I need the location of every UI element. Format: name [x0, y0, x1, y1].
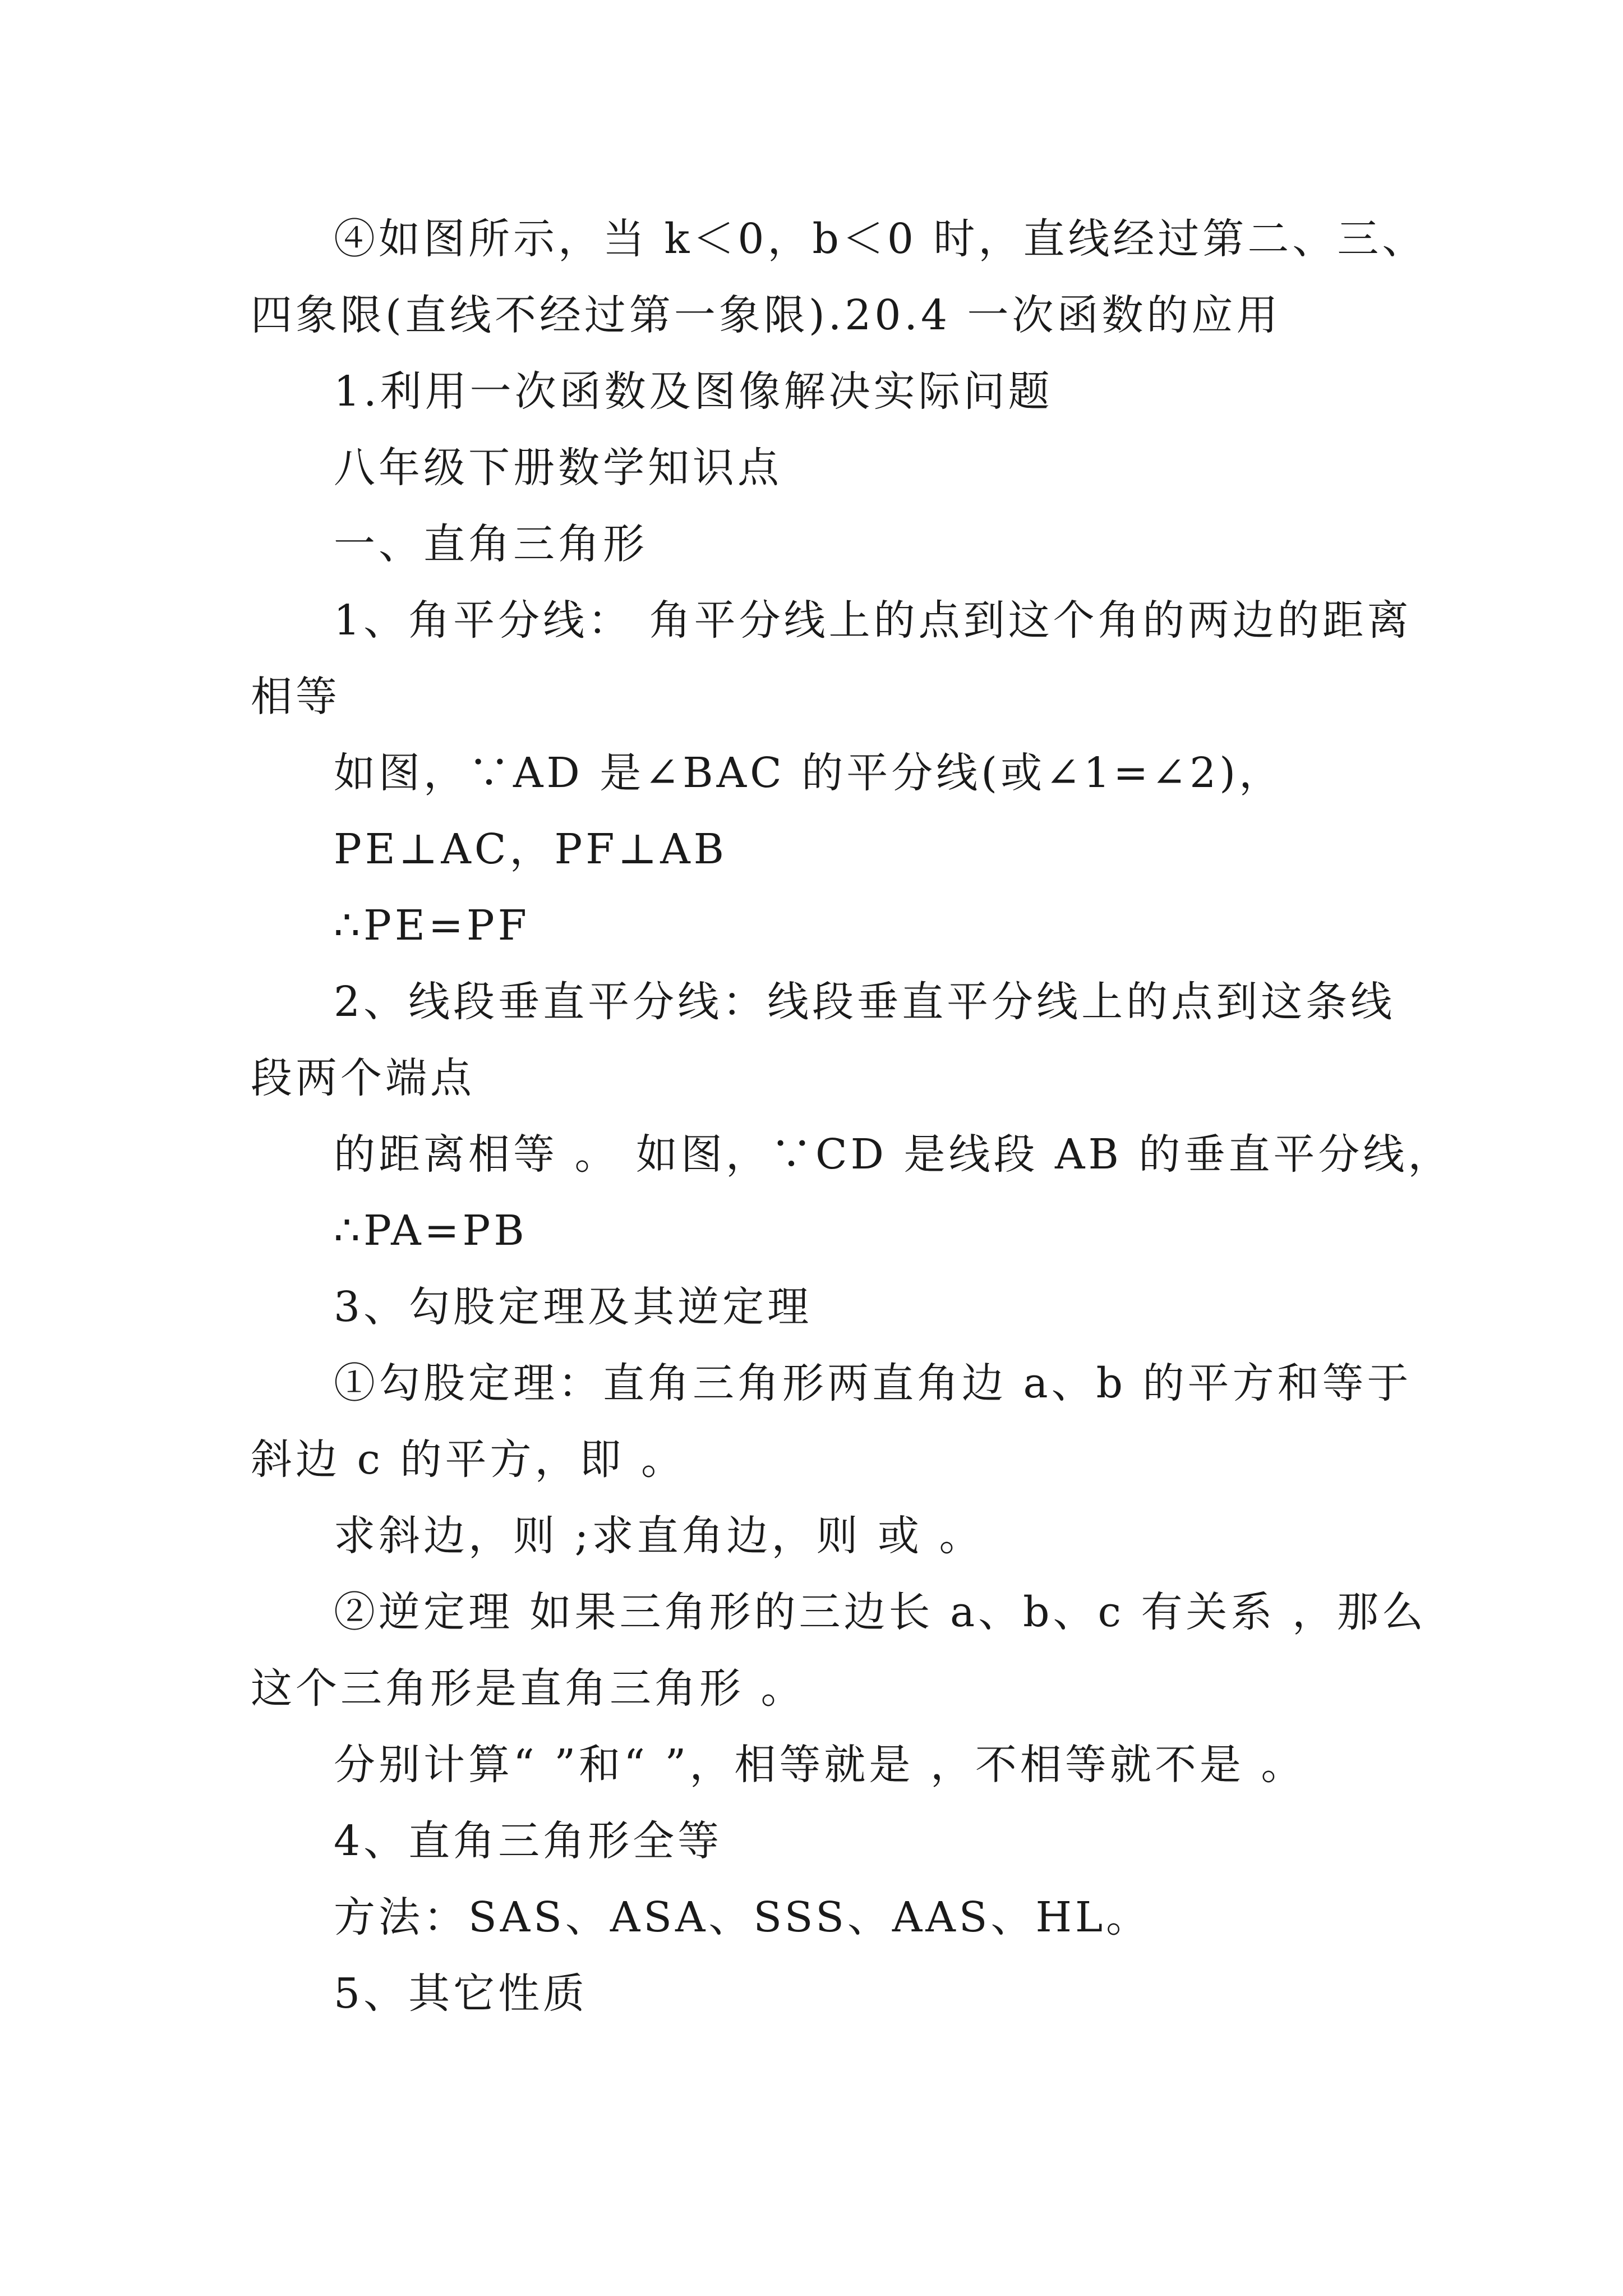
text-line-15: 3、勾股定理及其逆定理 — [334, 1283, 813, 1331]
text-line-6: 1、角平分线： 角平分线上的点到这个角的两边的距离 — [334, 596, 1412, 645]
text-line-17: 斜边 c 的平方，即 。 — [251, 1435, 686, 1484]
text-line-3: 1.利用一次函数及图像解决实际问题 — [334, 367, 1053, 416]
text-line-4: 八年级下册数学知识点 — [334, 444, 782, 492]
text-line-19: ②逆定理 如果三角形的三边长 a、b、c 有关系 ，那么 — [334, 1588, 1427, 1636]
text-line-11: 2、线段垂直平分线：线段垂直平分线上的点到这条线 — [334, 978, 1396, 1026]
text-line-10: ∴PE=PF — [334, 901, 531, 950]
text-line-24: 5、其它性质 — [334, 1970, 588, 2018]
text-line-13: 的距离相等 。 如图，∵CD 是线段 AB 的垂直平分线， — [334, 1130, 1453, 1179]
text-line-9: PE⊥AC，PF⊥AB — [334, 825, 728, 873]
text-line-18: 求斜边，则 ;求直角边，则 或 。 — [334, 1512, 984, 1560]
text-line-7: 相等 — [251, 673, 340, 721]
text-line-23: 方法：SAS、ASA、SSS、AAS、HL。 — [334, 1893, 1151, 1941]
text-line-14: ∴PA=PB — [334, 1207, 528, 1255]
text-line-12: 段两个端点 — [251, 1054, 475, 1102]
text-line-21: 分别计算“ ”和“ ”，相等就是 ，不相等就不是 。 — [334, 1741, 1306, 1789]
text-line-1: ④如图所示，当 k＜0，b＜0 时，直线经过第二、三、 — [334, 215, 1427, 263]
text-line-20: 这个三角形是直角三角形 。 — [251, 1664, 806, 1713]
text-line-2: 四象限(直线不经过第一象限).20.4 一次函数的应用 — [251, 291, 1281, 339]
text-line-8: 如图，∵AD 是∠BAC 的平分线(或∠1=∠2)， — [334, 749, 1284, 797]
text-line-5: 一、直角三角形 — [334, 520, 648, 568]
text-line-22: 4、直角三角形全等 — [334, 1817, 723, 1865]
text-line-16: ①勾股定理：直角三角形两直角边 a、b 的平方和等于 — [334, 1359, 1412, 1407]
